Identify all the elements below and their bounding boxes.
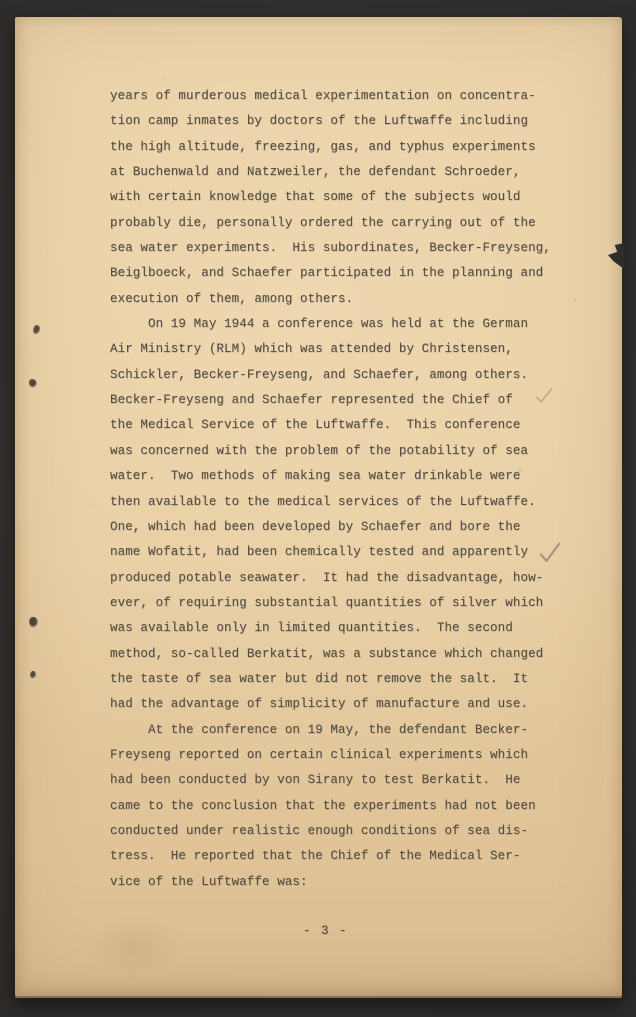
document-page — [15, 17, 622, 996]
text-line: ever, of requiring substantial quantities of silver which — [110, 595, 544, 610]
margin-ink-mark — [32, 324, 42, 336]
text-line: was available only in limited quantities. The second — [110, 621, 513, 636]
text-line: vice of the Luftwaffe was: — [110, 874, 308, 889]
text-line: probably die, personally ordered the carrying out of the — [110, 215, 536, 230]
text-line: sea water experiments. His subordinates, Becker-Freyseng, — [110, 241, 551, 256]
text-line: Freyseng reported on certain clinical experiments which — [110, 747, 529, 762]
torn-edge-notch — [608, 243, 624, 269]
text-line: the Medical Service of the Luftwaffe. This conference — [110, 418, 521, 433]
text-line: the taste of sea water but did not remove the salt. It — [110, 671, 529, 686]
text-line: years of murderous medical experimentation on concentra- — [110, 89, 536, 103]
text-line: was concerned with the problem of the potability of sea — [110, 443, 529, 458]
pencil-checkmark-icon — [537, 539, 562, 564]
text-line: at Buchenwald and Natzweiler, the defendant Schroeder, — [110, 165, 521, 180]
margin-ink-mark — [29, 617, 39, 629]
text-line: with certain knowledge that some of the subjects would — [110, 190, 521, 205]
text-line: had been conducted by von Sirany to test Berkatit. He — [110, 773, 521, 788]
text-line: One, which had been developed by Schaefer and bore the — [110, 519, 521, 534]
text-line: name Wofatit, had been chemically tested and apparently — [110, 545, 529, 560]
text-line: produced potable seawater. It had the disadvantage, how- — [110, 570, 544, 585]
document-body — [110, 84, 551, 895]
text-line: had the advantage of simplicity of manufacture and use. — [110, 697, 529, 712]
text-line: On 19 May 1944 a conference was held at the German — [110, 317, 529, 332]
text-line: tress. He reported that the Chief of the Medical Ser- — [110, 849, 521, 864]
text-line: execution of them, among others. — [110, 291, 354, 306]
text-line: Becker-Freyseng and Schaefer represented the Chief of — [110, 393, 513, 408]
text-line: Schickler, Becker-Freyseng, and Schaefer, among others. — [110, 367, 529, 382]
text-line: tion camp inmates by doctors of the Luftwaffe including — [110, 114, 529, 129]
text-line: came to the conclusion that the experiments had not been — [110, 798, 536, 813]
text-line: conducted under realistic enough conditions of sea dis- — [110, 823, 529, 838]
text-line: then available to the medical services of the Luftwaffe. — [110, 494, 536, 509]
text-line: At the conference on 19 May, the defendant Becker- — [110, 722, 529, 737]
margin-ink-mark — [29, 670, 37, 679]
pencil-checkmark-icon — [534, 384, 554, 406]
text-line: Air Ministry (RLM) which was attended by Christensen, — [110, 342, 513, 357]
page-number: - 3 - — [303, 924, 349, 938]
text-line: method, so-called Berkatit, was a substance which changed — [110, 646, 544, 661]
text-line: Beiglboeck, and Schaefer participated in the planning and — [110, 266, 544, 281]
margin-ink-mark — [28, 378, 37, 388]
text-line: water. Two methods of making sea water drinkable were — [110, 469, 521, 484]
text-line: the high altitude, freezing, gas, and typhus experiments — [110, 139, 536, 154]
